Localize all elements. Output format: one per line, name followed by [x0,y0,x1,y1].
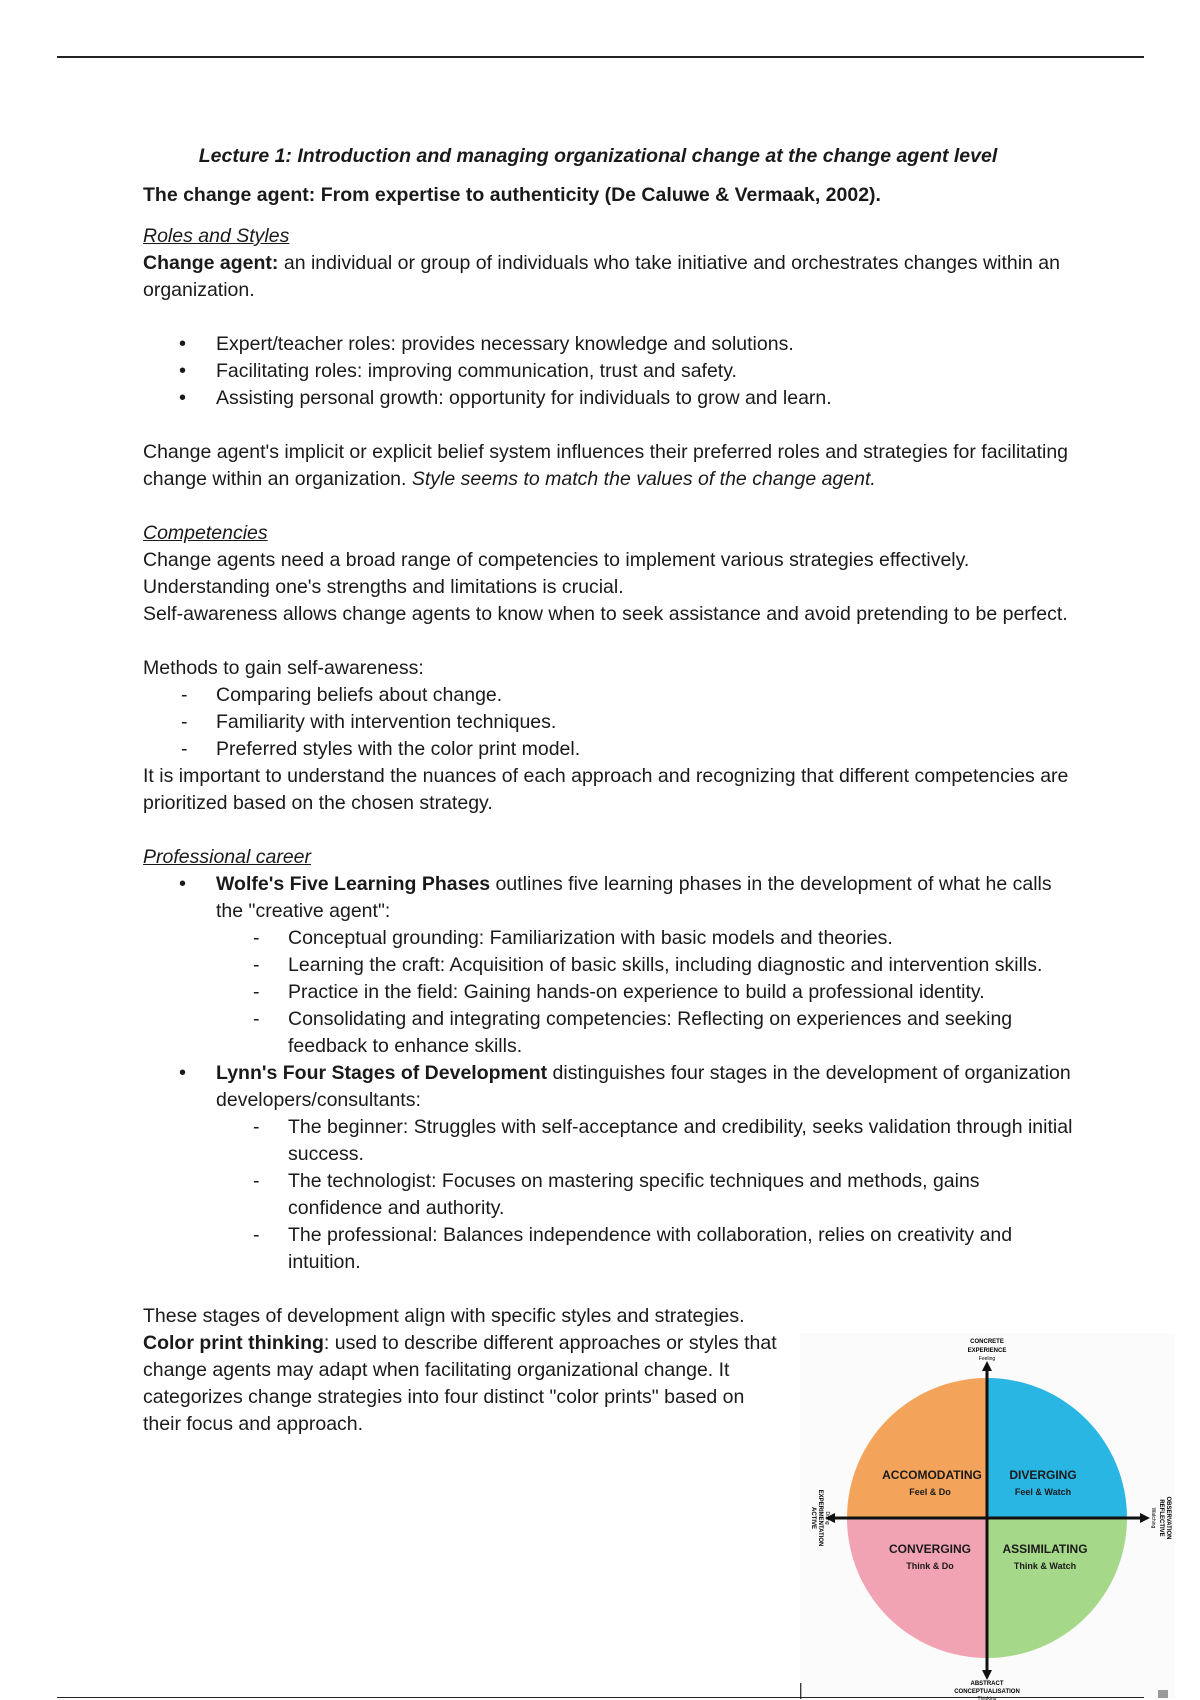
color-print-text: : used to describe different approaches or styles that change agents may adapt when facilitating organizational change. It categorizes change strategies into four distinct "color prints" based on their focus and approach. [143,1332,777,1435]
quadrant-accomodating [847,1378,987,1518]
list-item: • Expert/teacher roles: provides necessary knowledge and solutions. [143,331,1073,358]
document-body [143,143,1073,1438]
list-item: - Consolidating and integrating competencies: Reflecting on experiences and seeking feedback to enhance skills. [143,1006,1073,1060]
quadrant-sub-diverging: Feel & Watch [1014,1487,1072,1497]
belief-text: Change agent's implicit or explicit belief system influences their preferred roles and strategies for facilitating change within an organization. [143,441,1069,490]
bottom-axis-label-1: ABSTRACT [970,1681,1004,1687]
page-corner-mark [1158,1690,1168,1698]
roles-list [143,331,1073,412]
lecture-title: Lecture 1: Introduction and managing organizational change at the change agent level [198,145,998,167]
article-subtitle: The change agent: From expertise to authenticity (De Caluwe & Vermaak, 2002). [143,184,881,206]
quadrant-label-assimilating: ASSIMILATING [1002,1542,1088,1556]
list-item: • Facilitating roles: improving communication, trust and safety. [143,358,1073,385]
wolfe-phases [216,925,1073,1060]
belief-italic: Style seems to match the values of the change agent. [411,468,876,490]
list-item: - The professional: Balances independence with collaboration, relies on creativity and intuition. [143,1222,1073,1276]
right-axis-label-1: REFLECTIVE [1158,1499,1164,1537]
competencies-line: Self-awareness allows change agents to know when to seek assistance and avoid pretending to be perfect. [143,603,1068,625]
quadrant-assimilating [987,1518,1127,1658]
top-axis-label-2: EXPERIENCE [967,1348,1007,1354]
lynn-stages [216,1114,1073,1276]
career-heading: Professional career [143,846,311,868]
left-axis-sub: Doing [824,1511,830,1525]
quadrant-sub-assimilating: Think & Watch [1013,1561,1077,1571]
closing-line: These stages of development align with specific styles and strategies. [143,1305,745,1327]
quadrant-label-converging: CONVERGING [888,1542,972,1556]
kolb-learning-styles-diagram [800,1333,1175,1698]
list-item: • Assisting personal growth: opportunity for individuals to grow and learn. [143,385,1073,412]
competencies-line: Change agents need a broad range of competencies to implement various strategies effectively. [143,549,970,571]
list-item: - Familiarity with intervention techniques. [143,709,1073,736]
color-print-paragraph [143,1330,783,1438]
right-axis-label-2: OBSERVATION [1165,1496,1171,1540]
list-item: - Learning the craft: Acquisition of basic skills, including diagnostic and intervention skills. [143,952,1073,979]
belief-paragraph [143,439,1073,493]
definition-text: an individual or group of individuals who take initiative and orchestrates changes within an organization. [143,252,1060,301]
roles-heading: Roles and Styles [143,225,290,247]
list-item: - Comparing beliefs about change. [143,682,1073,709]
lynn-term: Lynn's Four Stages of Development [216,1062,548,1084]
definition-term: Change agent: [143,252,279,274]
list-item: - Conceptual grounding: Familiarization with basic models and theories. [143,925,1073,952]
wolfe-text: outlines five learning phases in the development of what he calls the "creative agent": [216,873,1052,922]
career-list [143,871,1073,1276]
color-print-section [143,1303,783,1438]
quadrant-sub-converging: Think & Do [906,1561,954,1571]
left-axis-label-2: EXPERIMENTATION [817,1489,823,1547]
change-agent-definition [143,250,1073,304]
bottom-axis-sub: Thinking [977,1696,997,1700]
methods-intro: Methods to gain self-awareness: [143,657,424,679]
quadrant-converging [847,1518,987,1658]
list-item: - The beginner: Struggles with self-acceptance and credibility, seeks validation through initial success. [143,1114,1073,1168]
lynn-text: distinguishes four stages in the development of organization developers/consultants: [216,1062,1071,1111]
quadrant-sub-accomodating: Feel & Do [909,1487,951,1497]
competencies-heading: Competencies [143,522,268,544]
text-cursor-icon: | [798,1680,804,1699]
competencies-line: Understanding one's strengths and limitations is crucial. [143,576,624,598]
left-axis-label-1: ACTIVE [810,1506,816,1530]
quadrant-label-diverging: DIVERGING [1009,1468,1077,1482]
top-axis-label-1: CONCRETE [970,1339,1004,1345]
footer-rule [57,1697,1144,1698]
wolfe-term: Wolfe's Five Learning Phases [216,873,491,895]
quadrant-diverging [987,1378,1127,1518]
list-item: - The technologist: Focuses on mastering specific techniques and methods, gains confidence and authority. [143,1168,1073,1222]
color-print-term: Color print thinking [143,1332,324,1354]
lynn-item [143,1060,1073,1276]
bottom-axis-label-2: CONCEPTUALISATION [954,1689,1020,1695]
top-axis-sub: Feeling [978,1356,996,1362]
competencies-closing: It is important to understand the nuances of each approach and recognizing that different competencies are prioritized based on the chosen strategy. [143,765,1069,814]
quadrant-label-accomodating: ACCOMODATING [882,1468,982,1482]
methods-list [143,682,1073,763]
list-item: - Preferred styles with the color print model. [143,736,1073,763]
right-axis-sub: Watching [1150,1507,1156,1529]
list-item: - Practice in the field: Gaining hands-on experience to build a professional identity. [143,979,1073,1006]
wolfe-item [143,871,1073,1060]
header-rule [57,56,1144,58]
